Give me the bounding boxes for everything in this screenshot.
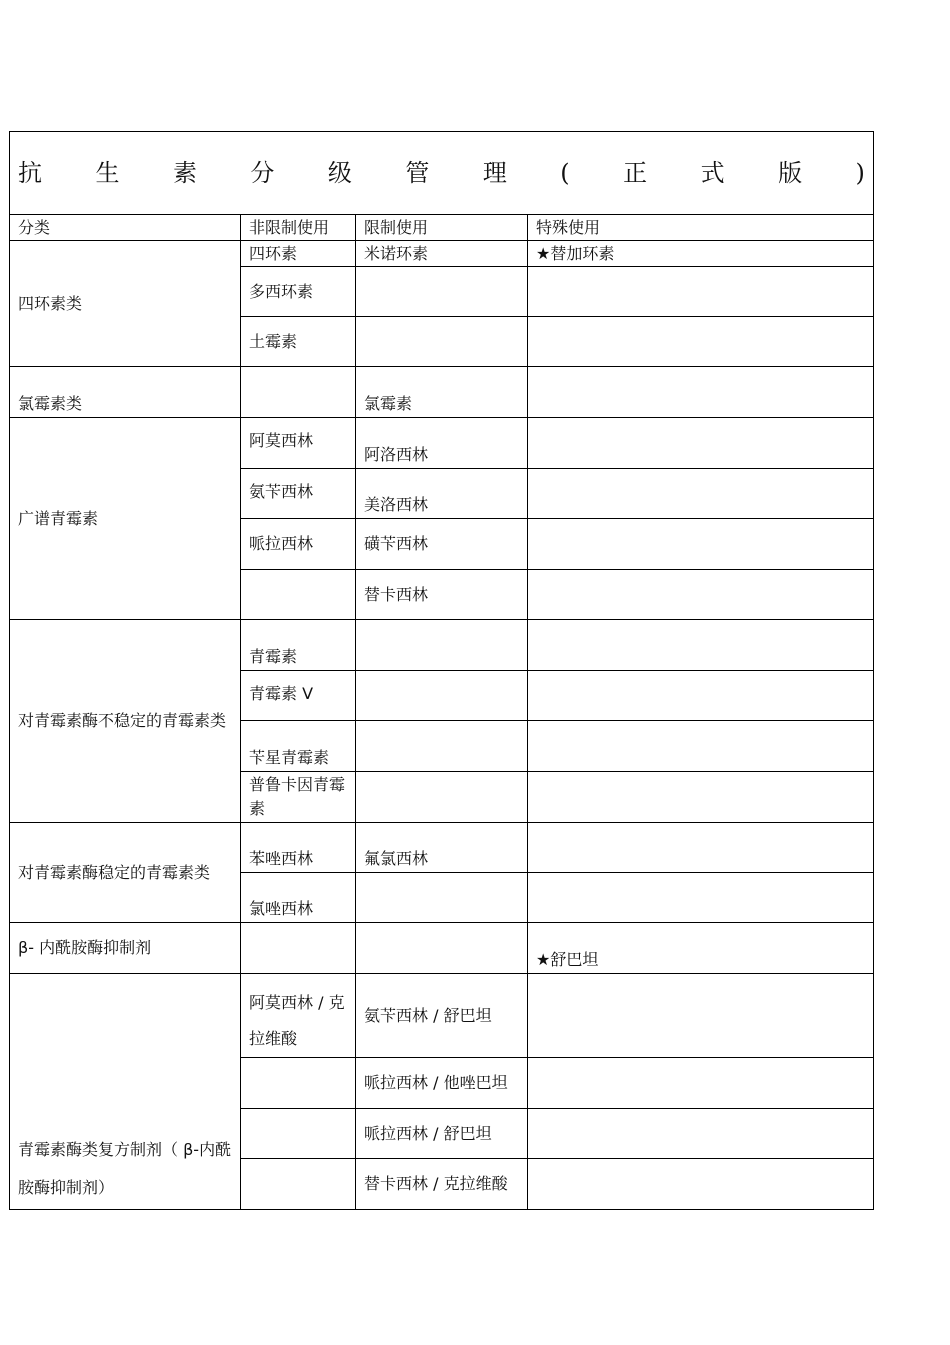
restricted-cell	[356, 923, 528, 974]
special-cell: ★替加环素	[528, 241, 874, 267]
special-cell	[528, 1109, 874, 1159]
unrestricted-cell	[241, 570, 356, 620]
restricted-cell: 哌拉西林 / 舒巴坦	[356, 1109, 528, 1159]
category-cell: 对青霉素酶不稳定的青霉素类	[10, 620, 241, 823]
special-cell	[528, 519, 874, 570]
page-title	[10, 132, 874, 215]
special-cell	[528, 671, 874, 721]
special-cell	[528, 469, 874, 519]
header-row	[10, 215, 874, 241]
special-cell	[528, 1159, 874, 1210]
restricted-cell: 替卡西林 / 克拉维酸	[356, 1159, 528, 1210]
unrestricted-cell: 阿莫西林	[241, 418, 356, 469]
unrestricted-cell	[241, 974, 356, 1058]
special-cell	[528, 823, 874, 873]
category-cell: 四环素类	[10, 241, 241, 367]
special-cell	[528, 367, 874, 418]
unrestricted-cell: 多西环素	[241, 267, 356, 317]
unrestricted-cell: 苄星青霉素	[241, 721, 356, 772]
header-unrestricted: 非限制使用	[241, 215, 356, 241]
restricted-cell	[356, 873, 528, 923]
category-cell: β- 内酰胺酶抑制剂	[10, 923, 241, 974]
table-row	[10, 923, 874, 974]
antibiotic-classification-table	[9, 131, 874, 1210]
special-cell: ★舒巴坦	[528, 923, 874, 974]
unrestricted-cell: 四环素	[241, 241, 356, 267]
special-cell	[528, 570, 874, 620]
special-cell	[528, 317, 874, 367]
unrestricted-cell	[241, 367, 356, 418]
category-cell: 氯霉素类	[10, 367, 241, 418]
unrestricted-cell: 青霉素	[241, 620, 356, 671]
unrestricted-cell: 氨苄西林	[241, 469, 356, 519]
title-text: 抗 生 素 分 级 管 理 ( 正 式 版 )	[18, 159, 865, 187]
header-restricted: 限制使用	[356, 215, 528, 241]
restricted-cell: 哌拉西林 / 他唑巴坦	[356, 1058, 528, 1109]
table-row	[10, 241, 874, 267]
restricted-cell	[356, 267, 528, 317]
special-cell	[528, 721, 874, 772]
unrestricted-cell: 哌拉西林	[241, 519, 356, 570]
special-cell	[528, 873, 874, 923]
restricted-cell	[356, 317, 528, 367]
category-label: 青霉素酶类复方制剂（ β-内酰胺酶抑制剂）	[18, 1140, 232, 1197]
restricted-cell	[356, 772, 528, 823]
table-row	[10, 823, 874, 873]
unrestricted-cell: 普鲁卡因青霉素	[241, 772, 356, 823]
category-cell: 对青霉素酶稳定的青霉素类	[10, 823, 241, 923]
restricted-cell: 磺苄西林	[356, 519, 528, 570]
table-row	[10, 367, 874, 418]
unrestricted-cell	[241, 1058, 356, 1109]
restricted-cell: 阿洛西林	[356, 418, 528, 469]
restricted-cell	[356, 671, 528, 721]
unrestricted-cell: 氯唑西林	[241, 873, 356, 923]
header-special: 特殊使用	[528, 215, 874, 241]
unrestricted-cell: 苯唑西林	[241, 823, 356, 873]
category-cell	[10, 974, 241, 1210]
special-cell	[528, 974, 874, 1058]
restricted-cell	[356, 620, 528, 671]
restricted-cell: 氯霉素	[356, 367, 528, 418]
restricted-cell: 替卡西林	[356, 570, 528, 620]
restricted-cell: 氟氯西林	[356, 823, 528, 873]
unrestricted-cell	[241, 923, 356, 974]
special-cell	[528, 267, 874, 317]
unrestricted-cell: 土霉素	[241, 317, 356, 367]
restricted-cell: 氨苄西林 / 舒巴坦	[356, 974, 528, 1058]
special-cell	[528, 620, 874, 671]
unrestricted-label: 阿莫西林 / 克拉维酸	[249, 993, 345, 1048]
restricted-cell: 美洛西林	[356, 469, 528, 519]
special-cell	[528, 418, 874, 469]
special-cell	[528, 772, 874, 823]
restricted-cell	[356, 721, 528, 772]
category-cell: 广谱青霉素	[10, 418, 241, 620]
unrestricted-cell	[241, 1109, 356, 1159]
unrestricted-cell: 青霉素 V	[241, 671, 356, 721]
title-row	[10, 132, 874, 215]
special-cell	[528, 1058, 874, 1109]
unrestricted-cell	[241, 1159, 356, 1210]
table-row	[10, 974, 874, 1058]
table-row	[10, 620, 874, 671]
table-row	[10, 418, 874, 469]
header-category: 分类	[10, 215, 241, 241]
restricted-cell: 米诺环素	[356, 241, 528, 267]
